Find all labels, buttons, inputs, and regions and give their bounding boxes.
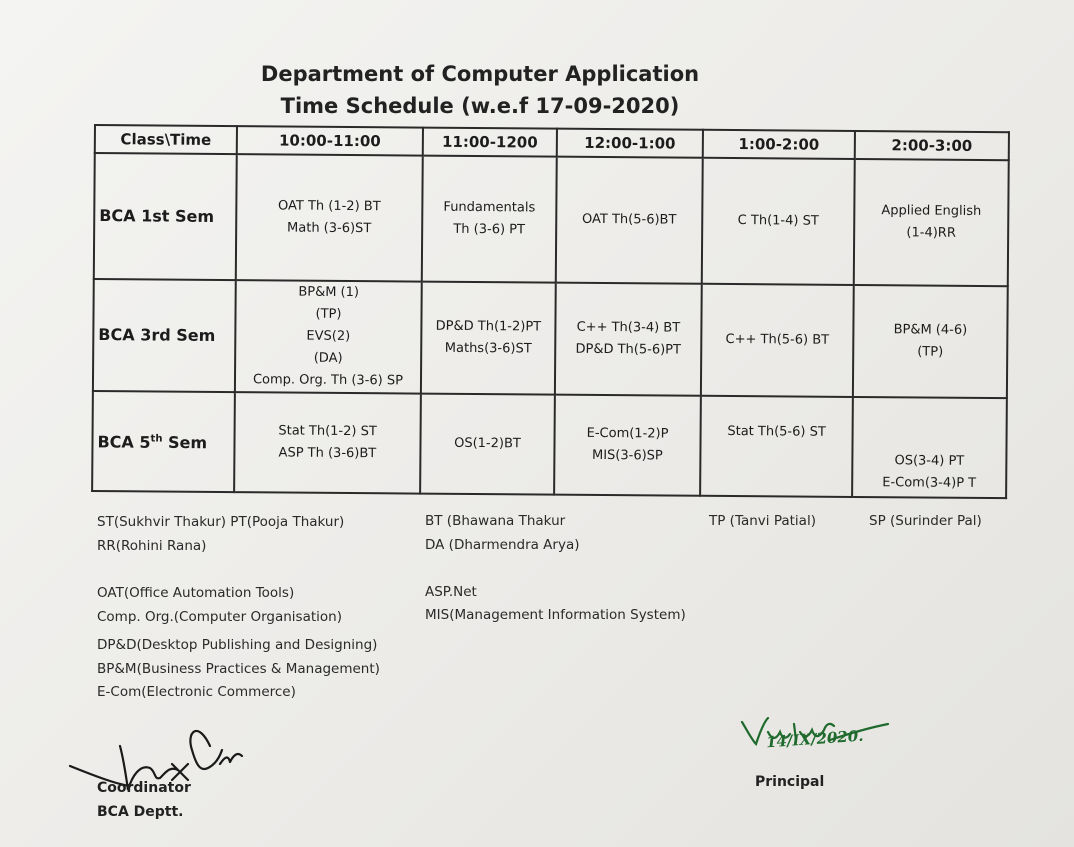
department-label: BCA Deptt. <box>97 804 184 820</box>
schedule-cell <box>236 154 423 281</box>
corner-header: Class\Time <box>95 125 237 154</box>
coordinator-label: Coordinator <box>97 780 191 796</box>
cell-text: E-Com(3-4)P T <box>882 475 977 491</box>
faculty-legend-st-pt: ST(Sukhvir Thakur) PT(Pooja Thakur) <box>97 514 345 530</box>
cell-text: C++ Th(3-4) BT <box>576 319 681 336</box>
class-label <box>92 391 235 492</box>
cell-text: BP&M (4-6) <box>893 322 968 338</box>
cell-text: MIS(3-6)SP <box>591 447 663 464</box>
cell-text: (DA) <box>313 350 343 366</box>
time-header: 10:00-11:00 <box>237 126 423 155</box>
table-row <box>94 153 1009 286</box>
class-label-main: BCA 5 <box>97 432 151 453</box>
faculty-legend-da: DA (Dharmendra Arya) <box>425 537 580 553</box>
principal-label: Principal <box>755 774 825 790</box>
cell-text: (TP) <box>315 306 342 322</box>
class-label-tail: Sem <box>162 433 208 453</box>
cell-text: OS(3-4) PT <box>894 453 965 469</box>
timetable <box>91 124 1010 499</box>
faculty-legend-bt: BT (Bhawana Thakur <box>425 513 566 529</box>
schedule-cell <box>554 395 701 496</box>
cell-text: C Th(1-4) ST <box>737 213 819 229</box>
department-title: Department of Computer Application <box>260 62 700 86</box>
faculty-legend-rr: RR(Rohini Rana) <box>97 538 207 554</box>
cell-text: Stat Th(1-2) ST <box>278 423 377 440</box>
schedule-cell <box>235 280 422 393</box>
cell-text: Th (3-6) PT <box>453 221 526 238</box>
schedule-cell <box>556 157 703 284</box>
cell-text: BP&M (1) <box>298 284 360 301</box>
subject-legend-ecom: E-Com(Electronic Commerce) <box>97 684 296 700</box>
subject-legend-mis: MIS(Management Information System) <box>425 607 686 623</box>
cell-text: EVS(2) <box>306 328 351 345</box>
cell-text: DP&D Th(5-6)PT <box>575 341 682 358</box>
cell-text: (1-4)RR <box>906 225 956 241</box>
schedule-cell <box>853 285 1008 398</box>
principal-signature-date: 14/IX/2020. <box>765 726 864 752</box>
cell-text: Comp. Org. Th (3-6) SP <box>252 372 404 389</box>
subject-legend-dpd: DP&D(Desktop Publishing and Designing) <box>97 637 378 653</box>
schedule-cell <box>421 282 556 395</box>
class-label-sup: th <box>150 433 163 445</box>
faculty-legend-sp: SP (Surinder Pal) <box>869 513 982 529</box>
class-label: BCA 1st Sem <box>94 153 237 280</box>
time-header: 1:00-2:00 <box>703 130 855 159</box>
cell-text: Stat Th(5-6) ST <box>727 423 826 440</box>
schedule-title: Time Schedule (w.e.f 17-09-2020) <box>280 94 680 118</box>
faculty-legend-tp: TP (Tanvi Patial) <box>709 513 816 529</box>
subject-legend-asp: ASP.Net <box>425 584 477 600</box>
time-header: 11:00-1200 <box>423 128 557 157</box>
table-row <box>93 279 1008 398</box>
cell-text: C++ Th(5-6) BT <box>725 331 830 348</box>
subject-legend-comp-org: Comp. Org.(Computer Organisation) <box>97 609 342 625</box>
table-row <box>92 391 1007 498</box>
cell-text: (TP) <box>917 344 944 360</box>
cell-text: OS(1-2)BT <box>454 435 521 452</box>
schedule-cell <box>555 283 702 396</box>
cell-text: OAT Th(5-6)BT <box>582 211 677 228</box>
schedule-cell <box>854 159 1009 286</box>
cell-text: OAT Th (1-2) BT <box>277 198 381 215</box>
schedule-cell <box>700 396 853 497</box>
cell-text: Applied English <box>881 203 982 219</box>
class-label: BCA 3rd Sem <box>93 279 236 392</box>
time-header: 2:00-3:00 <box>855 131 1009 160</box>
time-header: 12:00-1:00 <box>557 129 703 158</box>
subject-legend-oat: OAT(Office Automation Tools) <box>97 585 295 601</box>
cell-text: DP&D Th(1-2)PT <box>435 318 542 335</box>
cell-text: ASP Th (3-6)BT <box>278 445 377 462</box>
schedule-cell <box>702 158 855 285</box>
schedule-cell <box>701 284 854 397</box>
schedule-cell <box>422 156 557 283</box>
subject-legend-bpm: BP&M(Business Practices & Management) <box>97 661 380 677</box>
cell-text: Fundamentals <box>443 199 536 216</box>
cell-text: E-Com(1-2)P <box>586 425 669 442</box>
cell-text: Math (3-6)ST <box>287 220 372 237</box>
schedule-cell <box>852 397 1007 498</box>
cell-text: Maths(3-6)ST <box>444 340 532 357</box>
schedule-cell <box>420 394 555 495</box>
schedule-cell <box>234 392 421 493</box>
